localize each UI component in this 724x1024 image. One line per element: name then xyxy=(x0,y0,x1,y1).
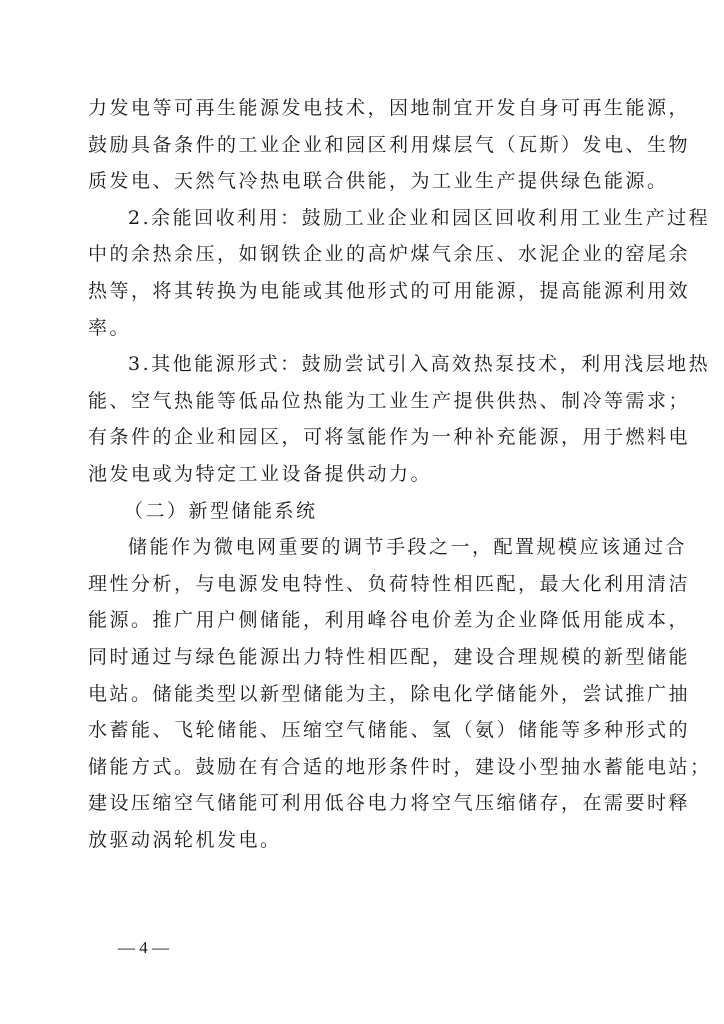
paragraph-line: 电站。储能类型以新型储能为主，除电化学储能外，尝试推广抽 xyxy=(88,682,691,705)
section-heading: （二）新型储能系统 xyxy=(124,499,318,522)
paragraph-line: 2.余能回收利用：鼓励工业企业和园区回收利用工业生产过程 xyxy=(128,206,711,229)
paragraph-line: 理性分析，与电源发电特性、负荷特性相匹配，最大化利用清洁 xyxy=(88,572,691,595)
paragraph-line: 3.其他能源形式：鼓励尝试引入高效热泵技术，利用浅层地热 xyxy=(128,353,711,376)
paragraph-line: 率。 xyxy=(88,316,132,339)
paragraph-line: 鼓励具备条件的工业企业和园区利用煤层气（瓦斯）发电、生物 xyxy=(88,133,691,156)
paragraph-line: 放驱动涡轮机发电。 xyxy=(88,828,282,851)
paragraph-line: 储能作为微电网重要的调节手段之一，配置规模应该通过合 xyxy=(128,536,688,559)
paragraph-line: 力发电等可再生能源发电技术，因地制宜开发自身可再生能源， xyxy=(88,97,691,119)
paragraph-line: 池发电或为特定工业设备提供动力。 xyxy=(88,462,433,485)
paragraph-line: 同时通过与绿色能源出力特性相匹配，建设合理规模的新型储能 xyxy=(88,645,691,668)
paragraph-line: 质发电、天然气冷热电联合供能，为工业生产提供绿色能源。 xyxy=(88,170,669,193)
paragraph-line: 储能方式。鼓励在有合适的地形条件时，建设小型抽水蓄能电站； xyxy=(88,755,712,778)
paragraph-line: 水蓄能、飞轮储能、压缩空气储能、氢（氨）储能等多种形式的 xyxy=(88,719,691,742)
paragraph-line: 有条件的企业和园区，可将氢能作为一种补充能源，用于燃料电 xyxy=(88,426,691,449)
page-number: — 4 — xyxy=(118,938,169,957)
paragraph-line: 中的余热余压，如钢铁企业的高炉煤气余压、水泥企业的窑尾余 xyxy=(88,243,691,266)
paragraph-line: 能源。推广用户侧储能，利用峰谷电价差为企业降低用能成本， xyxy=(88,609,691,632)
paragraph-line: 能、空气热能等低品位热能为工业生产提供供热、制冷等需求； xyxy=(88,389,691,412)
paragraph-line: 热等，将其转换为电能或其他形式的可用能源，提高能源利用效 xyxy=(88,279,691,302)
paragraph-line: 建设压缩空气储能可利用低谷电力将空气压缩储存，在需要时释 xyxy=(88,792,691,815)
document-body xyxy=(88,90,712,858)
